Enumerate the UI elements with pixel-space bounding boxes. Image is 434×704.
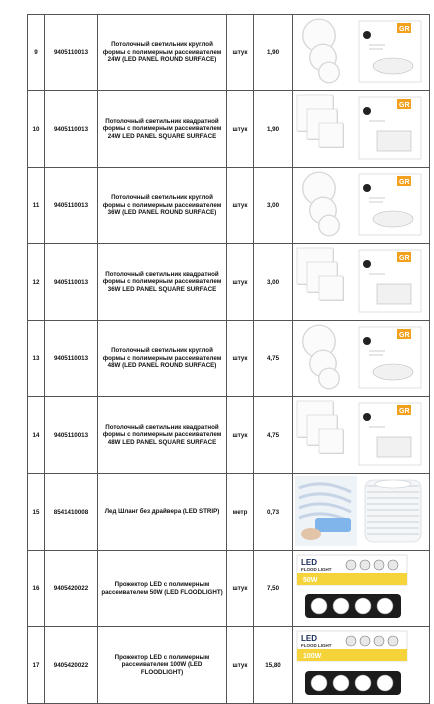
product-name: Потолочный светильник квадратной формы с полимерным рассеивателем 48W LED PANEL SQUARE SURFACE	[98, 397, 227, 474]
product-code: 9405110013	[45, 15, 98, 91]
product-code: 9405420022	[45, 627, 98, 704]
led-strip-photo	[295, 476, 357, 546]
table-row	[28, 321, 430, 397]
row-number: 13	[28, 321, 45, 397]
product-code: 9405110013	[45, 244, 98, 321]
round-panels-photo	[302, 172, 340, 237]
product-code: 8541410008	[45, 474, 98, 551]
product-price: 1,90	[254, 15, 293, 91]
product-unit: штук	[227, 91, 254, 168]
product-price: 1,90	[254, 91, 293, 168]
product-price: 15,80	[254, 627, 293, 704]
product-image	[293, 168, 430, 244]
product-image	[293, 551, 430, 627]
product-box-photo	[359, 174, 421, 235]
box-wattage: 100W	[303, 653, 322, 660]
product-unit: штук	[227, 551, 254, 627]
box-brand-label: GR	[399, 179, 410, 186]
product-box-photo	[359, 403, 421, 465]
product-box-photo	[359, 21, 421, 82]
product-price: 4,75	[254, 397, 293, 474]
product-code: 9405110013	[45, 91, 98, 168]
product-unit: штук	[227, 321, 254, 397]
row-number: 12	[28, 244, 45, 321]
product-code: 9405110013	[45, 168, 98, 244]
led-strip-reel-photo	[365, 480, 421, 542]
product-price: 0,73	[254, 474, 293, 551]
product-name: Лед Шланг без драйвера (LED STRIP)	[98, 474, 227, 551]
table-row	[28, 397, 430, 474]
product-unit: штук	[227, 15, 254, 91]
product-name: Потолочный светильник квадратной формы с полимерным рассеивателем 36W LED PANEL SQUARE SURFACE	[98, 244, 227, 321]
product-code: 9405420022	[45, 551, 98, 627]
product-price: 3,00	[254, 244, 293, 321]
product-price: 3,00	[254, 168, 293, 244]
product-name: Потолочный светильник квадратной формы с полимерным рассеивателем 24W LED PANEL SQUARE SURFACE	[98, 91, 227, 168]
row-number: 17	[28, 627, 45, 704]
product-code: 9405110013	[45, 397, 98, 474]
product-box-photo	[359, 250, 421, 312]
table-row	[28, 627, 430, 704]
product-image-svg	[293, 551, 429, 624]
product-image	[293, 474, 430, 551]
product-image-svg	[293, 321, 429, 394]
product-image-svg	[293, 627, 429, 701]
product-price: 7,50	[254, 551, 293, 627]
product-box-photo	[359, 327, 421, 388]
product-image-svg	[293, 91, 429, 165]
table-row	[28, 551, 430, 627]
product-unit: штук	[227, 397, 254, 474]
product-price: 4,75	[254, 321, 293, 397]
box-brand-label: GR	[399, 255, 410, 262]
box-wattage: 50W	[303, 577, 318, 584]
product-image-svg	[293, 15, 429, 88]
product-code: 9405110013	[45, 321, 98, 397]
row-number: 14	[28, 397, 45, 474]
box-subtitle: FLOOD LIGHT	[301, 643, 332, 648]
round-panels-photo	[302, 19, 340, 84]
square-panels-photo	[297, 401, 344, 454]
row-number: 10	[28, 91, 45, 168]
row-number: 9	[28, 15, 45, 91]
product-image-svg	[293, 168, 429, 241]
row-number: 11	[28, 168, 45, 244]
product-unit: штук	[227, 627, 254, 704]
product-image	[293, 321, 430, 397]
product-name: Прожектор LED с полимерным рассеивателем 50W (LED FLOODLIGHT)	[98, 551, 227, 627]
product-image	[293, 397, 430, 474]
floodlight-photo	[305, 671, 401, 695]
row-number: 16	[28, 551, 45, 627]
table-row	[28, 474, 430, 551]
box-brand-label: GR	[399, 408, 410, 415]
product-image	[293, 15, 430, 91]
box-brand-label: GR	[399, 332, 410, 339]
table-row	[28, 91, 430, 168]
product-unit: метр	[227, 474, 254, 551]
product-name: Потолочный светильник круглой формы с полимерным рассеивателем 24W (LED PANEL ROUND SURFACE)	[98, 15, 227, 91]
round-panels-photo	[302, 325, 340, 390]
product-unit: штук	[227, 168, 254, 244]
product-image-svg	[293, 397, 429, 471]
product-box-photo	[359, 97, 421, 159]
floodlight-photo	[305, 594, 401, 618]
product-image	[293, 244, 430, 321]
product-name: Прожектор LED с полимерным рассеивателем 100W (LED FLOODLIGHT)	[98, 627, 227, 704]
box-title: LED	[301, 558, 317, 567]
box-title: LED	[301, 634, 317, 643]
price-table	[27, 14, 430, 704]
product-name: Потолочный светильник круглой формы с полимерным рассеивателем 36W (LED PANEL ROUND SURFACE)	[98, 168, 227, 244]
row-number: 15	[28, 474, 45, 551]
product-image-svg	[293, 474, 429, 548]
box-brand-label: GR	[399, 102, 410, 109]
square-panels-photo	[297, 248, 344, 301]
product-name: Потолочный светильник круглой формы с полимерным рассеивателем 48W (LED PANEL ROUND SURFACE)	[98, 321, 227, 397]
table-row	[28, 244, 430, 321]
box-subtitle: FLOOD LIGHT	[301, 567, 332, 572]
product-image-svg	[293, 244, 429, 318]
product-image	[293, 91, 430, 168]
product-unit: штук	[227, 244, 254, 321]
floodlight-box-photo	[297, 555, 407, 585]
square-panels-photo	[297, 95, 344, 148]
table-row	[28, 168, 430, 244]
floodlight-box-photo	[297, 631, 407, 661]
table-row	[28, 15, 430, 91]
product-image	[293, 627, 430, 704]
box-brand-label: GR	[399, 26, 410, 33]
